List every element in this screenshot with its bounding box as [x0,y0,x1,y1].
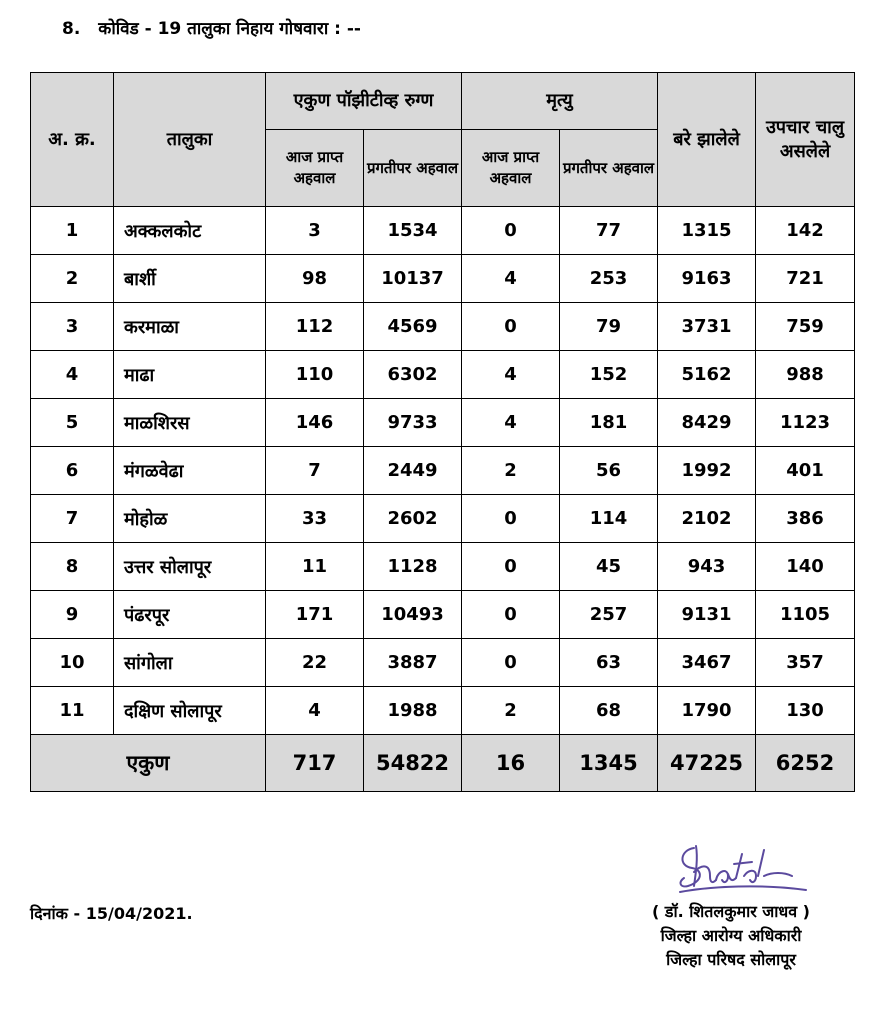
table-total [31,735,855,792]
cell-death-total: 79 [560,303,658,351]
cell-death-total: 114 [560,495,658,543]
cell-death-today: 4 [462,255,560,303]
cell-recovered: 1992 [658,447,756,495]
cell-active: 1123 [756,399,855,447]
report-date: दिनांक - 15/04/2021. [30,904,193,923]
total-death-today: 16 [462,735,560,792]
cell-active: 130 [756,687,855,735]
cell-active: 401 [756,447,855,495]
signatory-block [606,900,856,972]
cell-death-today: 2 [462,687,560,735]
cell-death-today: 4 [462,399,560,447]
table-row [31,399,855,447]
cell-recovered: 943 [658,543,756,591]
cell-serial: 4 [31,351,114,399]
table-row [31,543,855,591]
cell-death-total: 152 [560,351,658,399]
cell-taluka: दक्षिण सोलापूर [114,687,266,735]
cell-positive-today: 11 [266,543,364,591]
cell-positive-today: 3 [266,207,364,255]
cell-taluka: सांगोला [114,639,266,687]
table-body [31,207,855,735]
total-death-total: 1345 [560,735,658,792]
header-taluka: तालुका [114,73,266,207]
header-recovered: बरे झालेले [658,73,756,207]
signatory-name: ( डॉ. शितलकुमार जाधव ) [652,902,810,921]
cell-positive-today: 110 [266,351,364,399]
section-number: 8. [62,19,81,39]
cell-positive-total: 3887 [364,639,462,687]
cell-taluka: बार्शी [114,255,266,303]
cell-positive-today: 171 [266,591,364,639]
cell-serial: 3 [31,303,114,351]
signatory-designation: जिल्हा आरोग्य अधिकारी [660,926,802,945]
cell-positive-total: 1128 [364,543,462,591]
cell-serial: 8 [31,543,114,591]
cell-taluka: उत्तर सोलापूर [114,543,266,591]
cell-death-total: 253 [560,255,658,303]
header-under-treatment: उपचार चालु असलेले [756,73,855,207]
table-header [31,73,855,207]
cell-death-total: 257 [560,591,658,639]
cell-recovered: 3467 [658,639,756,687]
cell-death-today: 0 [462,543,560,591]
cell-positive-today: 112 [266,303,364,351]
cell-death-today: 2 [462,447,560,495]
cell-positive-total: 9733 [364,399,462,447]
header-positive-today: आज प्राप्त अहवाल [266,130,364,207]
table-row [31,591,855,639]
table-row [31,351,855,399]
header-positive-cumulative: प्रगतीपर अहवाल [364,130,462,207]
cell-death-today: 0 [462,639,560,687]
cell-serial: 10 [31,639,114,687]
cell-death-today: 0 [462,495,560,543]
cell-death-today: 0 [462,591,560,639]
cell-death-today: 0 [462,303,560,351]
cell-active: 386 [756,495,855,543]
cell-taluka: मोहोळ [114,495,266,543]
section-title: कोविड - 19 तालुका निहाय गोषवारा : -- [98,19,361,39]
total-row [31,735,855,792]
total-recovered: 47225 [658,735,756,792]
cell-recovered: 8429 [658,399,756,447]
header-death-today: आज प्राप्त अहवाल [462,130,560,207]
cell-positive-total: 10493 [364,591,462,639]
cell-positive-today: 146 [266,399,364,447]
cell-active: 988 [756,351,855,399]
cell-active: 142 [756,207,855,255]
cell-death-today: 4 [462,351,560,399]
cell-positive-total: 6302 [364,351,462,399]
cell-serial: 1 [31,207,114,255]
total-positive-today: 717 [266,735,364,792]
cell-active: 721 [756,255,855,303]
cell-serial: 2 [31,255,114,303]
cell-death-total: 45 [560,543,658,591]
cell-positive-today: 33 [266,495,364,543]
cell-active: 759 [756,303,855,351]
cell-serial: 6 [31,447,114,495]
cell-death-total: 68 [560,687,658,735]
table-row [31,639,855,687]
table-row [31,495,855,543]
cell-serial: 9 [31,591,114,639]
cell-death-total: 56 [560,447,658,495]
header-death-group: मृत्यु [462,73,658,130]
cell-positive-today: 22 [266,639,364,687]
cell-positive-total: 1534 [364,207,462,255]
total-positive-total: 54822 [364,735,462,792]
cell-taluka: मंगळवेढा [114,447,266,495]
cell-taluka: पंढरपूर [114,591,266,639]
cell-taluka: माढा [114,351,266,399]
cell-serial: 11 [31,687,114,735]
cell-positive-today: 4 [266,687,364,735]
table-row [31,687,855,735]
cell-active: 1105 [756,591,855,639]
cell-positive-today: 98 [266,255,364,303]
header-death-cumulative: प्रगतीपर अहवाल [560,130,658,207]
table-row [31,207,855,255]
table-row [31,303,855,351]
cell-taluka: माळशिरस [114,399,266,447]
cell-positive-total: 1988 [364,687,462,735]
cell-positive-today: 7 [266,447,364,495]
cell-taluka: अक्कलकोट [114,207,266,255]
cell-positive-total: 4569 [364,303,462,351]
cell-recovered: 9163 [658,255,756,303]
total-active: 6252 [756,735,855,792]
cell-death-today: 0 [462,207,560,255]
header-positive-group: एकुण पॉझीटीव्ह रुग्ण [266,73,462,130]
cell-positive-total: 2449 [364,447,462,495]
cell-recovered: 1315 [658,207,756,255]
cell-recovered: 3731 [658,303,756,351]
cell-recovered: 5162 [658,351,756,399]
cell-serial: 5 [31,399,114,447]
cell-serial: 7 [31,495,114,543]
cell-recovered: 2102 [658,495,756,543]
cell-death-total: 77 [560,207,658,255]
total-label: एकुण [31,735,266,792]
report-heading [62,16,361,39]
cell-positive-total: 2602 [364,495,462,543]
header-serial: अ. क्र. [31,73,114,207]
signatory-office: जिल्हा परिषद सोलापूर [666,950,796,969]
cell-recovered: 9131 [658,591,756,639]
cell-death-total: 181 [560,399,658,447]
cell-taluka: करमाळा [114,303,266,351]
cell-positive-total: 10137 [364,255,462,303]
signature-image [672,836,812,898]
taluka-summary-table [30,72,855,792]
table-row [31,255,855,303]
cell-death-total: 63 [560,639,658,687]
cell-active: 357 [756,639,855,687]
table-row [31,447,855,495]
cell-active: 140 [756,543,855,591]
cell-recovered: 1790 [658,687,756,735]
